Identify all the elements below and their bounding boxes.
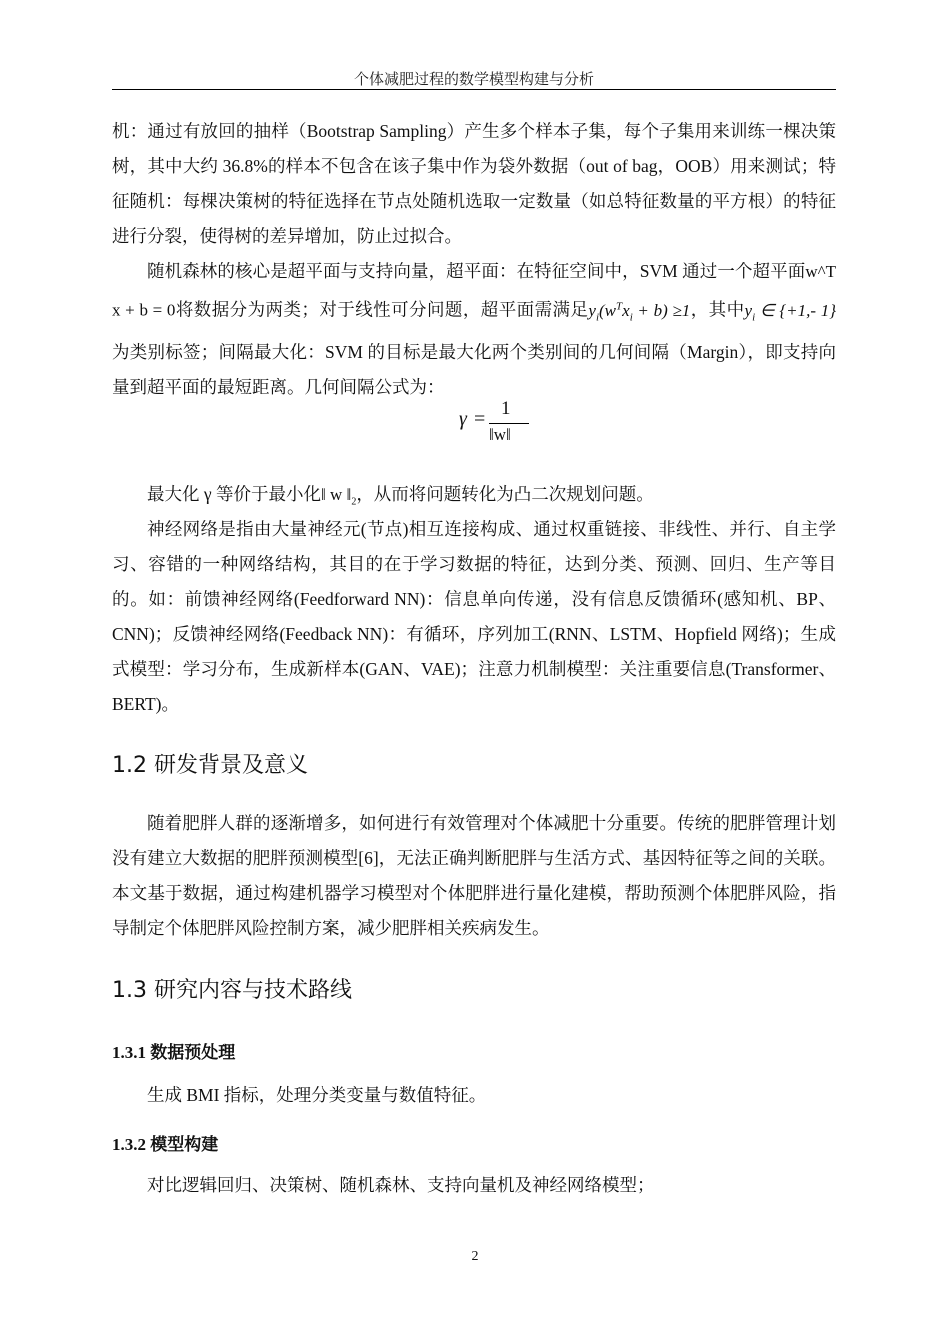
formula-equals: =	[474, 408, 486, 430]
paragraph-margin-text-b: ，从而将问题转化为凸二次规划问题。	[356, 484, 654, 504]
paragraph-svm-text-d: 为类别标签；间隔最大化：SVM 的目标是最大化两个类别间的几何间隔（Margin），即支持向量到超平面的最短距离。几何间隔公式为：	[112, 342, 836, 398]
paragraph-svm-hyperplane	[112, 254, 836, 405]
subsection-heading-1-3-1: 1.3.1 数据预处理	[112, 1043, 236, 1062]
section-heading-1-2: 1.2 研发背景及意义	[112, 753, 308, 778]
formula-denominator: ‖w‖	[489, 425, 511, 444]
paragraph-svm-text-b: 将数据分为两类；对于线性可分问题，超平面需满足	[175, 299, 589, 320]
paragraph-svm-text-c: ，其中	[690, 299, 745, 320]
paragraph-neural-networks: 神经网络是指由大量神经元(节点)相互连接构成、通过权重链接、非线性、并行、自主学习、容错的一种网络结构，其目的在于学习数据的特征，达到分类、预测、回归、生产等目的。如：前馈神经网络(Feedforward NN)：信息单向传递，没有信息反馈循环(感知机、BP、CNN)；反馈神经网络(Feedback NN)：有循环，序列加工(RNN、LSTM、Hopfield 网络)；生成式模型：学习分布，生成新样本(GAN、VAE)；注意力机制模型：关注重要信息(Transformer、BERT)。	[112, 519, 836, 714]
hyperplane-equation: w^T x + b = 0	[112, 262, 836, 320]
label-set-equation: $y_i$ ∈ {+1,- 1}	[744, 300, 836, 324]
page-number: 2	[471, 1249, 479, 1264]
norm-expression: ‖ w $‖_2$	[320, 485, 357, 508]
paragraph-margin-text-a: 最大化 γ 等价于最小化	[147, 484, 321, 504]
header-rule	[112, 89, 836, 90]
paragraph-svm-text-a: 随机森林的核心是超平面与支持向量，超平面：在特征空间中，SVM 通过一个超平面	[147, 261, 806, 281]
formula-fraction-bar	[489, 423, 529, 424]
geometric-margin-formula	[455, 398, 535, 448]
paragraph-research-background: 随着肥胖人群的逐渐增多，如何进行有效管理对个体减肥十分重要。传统的肥胖管理计划没有建立大数据的肥胖预测模型[6]，无法正确判断肥胖与生活方式、基因特征等之间的关联。本文基于数据，通过构建机器学习模型对个体肥胖进行量化建模，帮助预测个体肥胖风险，指导制定个体肥胖风险控制方案，减少肥胖相关疾病发生。	[112, 813, 836, 938]
running-header: 个体减肥过程的数学模型构建与分析	[353, 72, 594, 88]
section-heading-1-3: 1.3 研究内容与技术路线	[112, 978, 352, 1003]
subsection-heading-1-3-2: 1.3.2 模型构建	[112, 1135, 219, 1154]
paragraph-model-construction: 对比逻辑回归、决策树、随机森林、支持向量机及神经网络模型；	[147, 1175, 655, 1195]
paragraph-random-forest-bagging: 机：通过有放回的抽样（Bootstrap Sampling）产生多个样本子集，每个子集用来训练一棵决策树，其中大约 36.8%的样本不包含在该子集中作为袋外数据（out of bag，OOB）用来测试；特征随机：每棵决策树的特征选择在节点处随机选取一定数量（如总特征数量的平方根）的特征进行分裂，使得树的差异增加，防止过拟合。	[112, 121, 836, 246]
constraint-equation: $y_i(w^Tx_i + b) \ge 1$	[588, 300, 691, 324]
paragraph-data-preprocessing: 生成 BMI 指标，处理分类变量与数值特征。	[147, 1085, 487, 1105]
formula-gamma: γ	[459, 408, 467, 430]
formula-numerator: 1	[501, 398, 511, 419]
